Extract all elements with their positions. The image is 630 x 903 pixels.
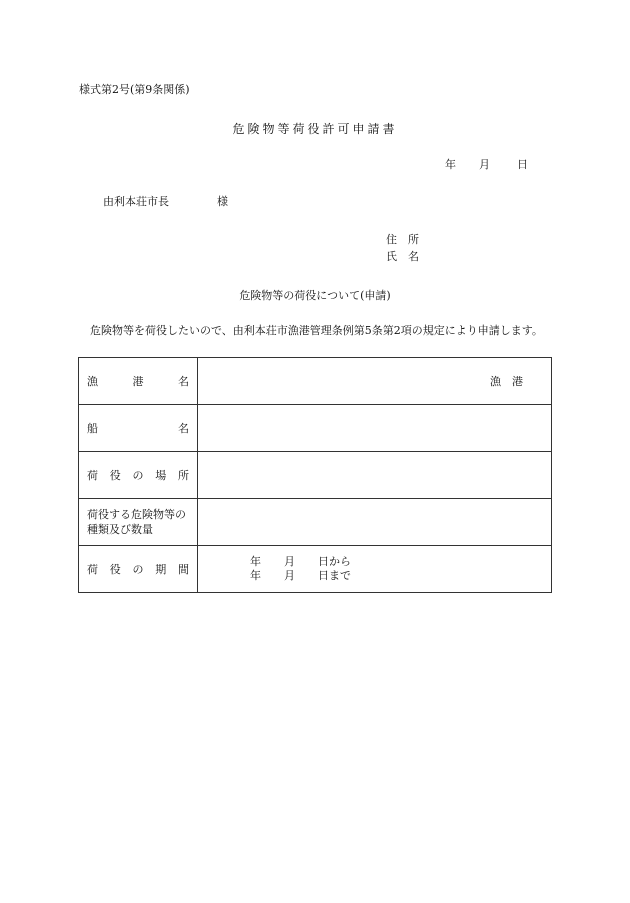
- ship-name-value[interactable]: [198, 405, 552, 452]
- port-name-value[interactable]: 漁 港: [198, 358, 552, 405]
- ship-name-label: [79, 405, 198, 452]
- table-row: [79, 499, 552, 546]
- table-row: [79, 452, 552, 499]
- name-label: 氏 名: [386, 250, 419, 263]
- addressee: [103, 193, 228, 209]
- label-char: 役: [109, 469, 121, 482]
- label-char: 船: [87, 422, 98, 435]
- addressee-name: 由利本荘市長: [103, 195, 169, 208]
- table-row: [79, 546, 552, 593]
- cargo-type-label-line2: 種類及び数量: [87, 523, 153, 536]
- address-label: 住 所: [386, 233, 419, 246]
- label-char: の: [132, 563, 144, 576]
- label-char: 港: [132, 375, 144, 388]
- cargo-place-value[interactable]: [198, 452, 552, 499]
- addressee-honorific: 様: [217, 195, 228, 208]
- period-from-year: 年: [250, 555, 261, 568]
- date-day: 日: [517, 158, 528, 171]
- date-year: 年: [445, 158, 456, 171]
- application-table: [78, 357, 552, 593]
- period-from: [250, 555, 543, 569]
- period-to-year: 年: [250, 569, 261, 582]
- period-to-day: 日まで: [318, 569, 351, 582]
- label-char: 荷: [87, 469, 98, 482]
- period-to: [250, 569, 543, 583]
- label-char: 場: [155, 469, 167, 482]
- body-text: 危険物等を荷役したいので、由利本荘市漁港管理条例第5条第2項の規定により申請します。: [90, 324, 543, 337]
- form-number: 様式第2号(第9条関係): [79, 83, 190, 96]
- label-char: 漁: [87, 375, 98, 388]
- cargo-type-value[interactable]: [198, 499, 552, 546]
- table-row: [79, 405, 552, 452]
- subject-line: 危険物等の荷役について(申請): [239, 289, 391, 302]
- label-char: の: [132, 469, 144, 482]
- label-char: 名: [178, 375, 189, 388]
- cargo-type-label: [79, 499, 198, 546]
- document-title: 危険物等荷役許可申請書: [232, 122, 398, 136]
- period-from-month: 月: [284, 555, 295, 568]
- label-char: 名: [178, 422, 189, 435]
- cargo-place-label: [79, 452, 198, 499]
- label-char: 役: [109, 563, 121, 576]
- applicant-block: [386, 231, 419, 265]
- cargo-type-label-line1: 荷役する危険物等の: [87, 508, 186, 521]
- label-char: 期: [155, 563, 167, 576]
- table-row: [79, 358, 552, 405]
- date-month: 月: [479, 158, 490, 171]
- period-to-month: 月: [284, 569, 295, 582]
- port-name-label: [79, 358, 198, 405]
- period-from-day: 日から: [318, 555, 351, 568]
- label-char: 間: [178, 563, 189, 576]
- cargo-period-label: [79, 546, 198, 593]
- label-char: 荷: [87, 563, 98, 576]
- label-char: 所: [178, 469, 189, 482]
- cargo-period-value[interactable]: [198, 546, 552, 593]
- date-line: [445, 156, 528, 172]
